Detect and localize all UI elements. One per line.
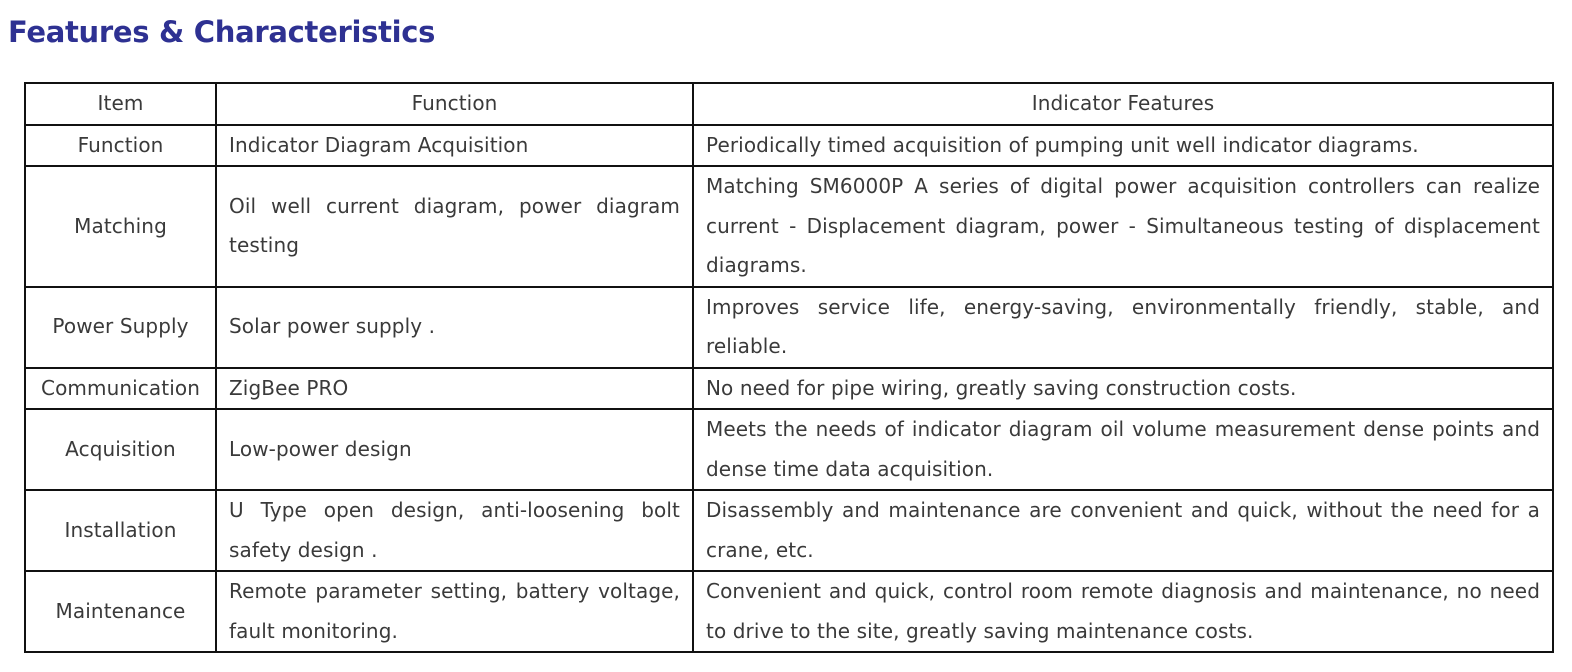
features-cell: Periodically timed acquisition of pumping unit well indicator diagrams. [693, 125, 1553, 167]
column-header-function: Function [216, 83, 693, 125]
features-cell: Convenient and quick, control room remote diagnosis and maintenance, no need to drive to the site, greatly saving maintenance costs. [693, 571, 1553, 652]
item-cell: Maintenance [25, 571, 216, 652]
column-header-indicator-features: Indicator Features [693, 83, 1553, 125]
item-cell: Acquisition [25, 409, 216, 490]
page-title: Features & Characteristics [8, 15, 436, 49]
function-cell: Low-power design [216, 409, 693, 490]
table-row [25, 166, 1553, 287]
function-cell: Solar power supply . [216, 287, 693, 368]
function-cell: ZigBee PRO [216, 368, 693, 410]
table-row [25, 409, 1553, 490]
features-cell: No need for pipe wiring, greatly saving construction costs. [693, 368, 1553, 410]
table-row [25, 368, 1553, 410]
function-cell: U Type open design, anti-loosening bolt safety design . [216, 490, 693, 571]
function-cell: Indicator Diagram Acquisition [216, 125, 693, 167]
column-header-item: Item [25, 83, 216, 125]
item-cell: Matching [25, 166, 216, 287]
function-cell: Remote parameter setting, battery voltage, fault monitoring. [216, 571, 693, 652]
table-row [25, 571, 1553, 652]
function-cell: Oil well current diagram, power diagram testing [216, 166, 693, 287]
table-row [25, 490, 1553, 571]
features-cell: Improves service life, energy-saving, environmentally friendly, stable, and reliable. [693, 287, 1553, 368]
features-cell: Matching SM6000P A series of digital power acquisition controllers can realize current - Displacement diagram, power - Simultaneous testing of displacement diagrams. [693, 166, 1553, 287]
features-cell: Meets the needs of indicator diagram oil volume measurement dense points and dense time data acquisition. [693, 409, 1553, 490]
item-cell: Power Supply [25, 287, 216, 368]
table-row [25, 125, 1553, 167]
item-cell: Function [25, 125, 216, 167]
table-header-row [25, 83, 1553, 125]
table-row [25, 287, 1553, 368]
item-cell: Installation [25, 490, 216, 571]
features-cell: Disassembly and maintenance are convenient and quick, without the need for a crane, etc. [693, 490, 1553, 571]
item-cell: Communication [25, 368, 216, 410]
features-table [24, 82, 1554, 653]
